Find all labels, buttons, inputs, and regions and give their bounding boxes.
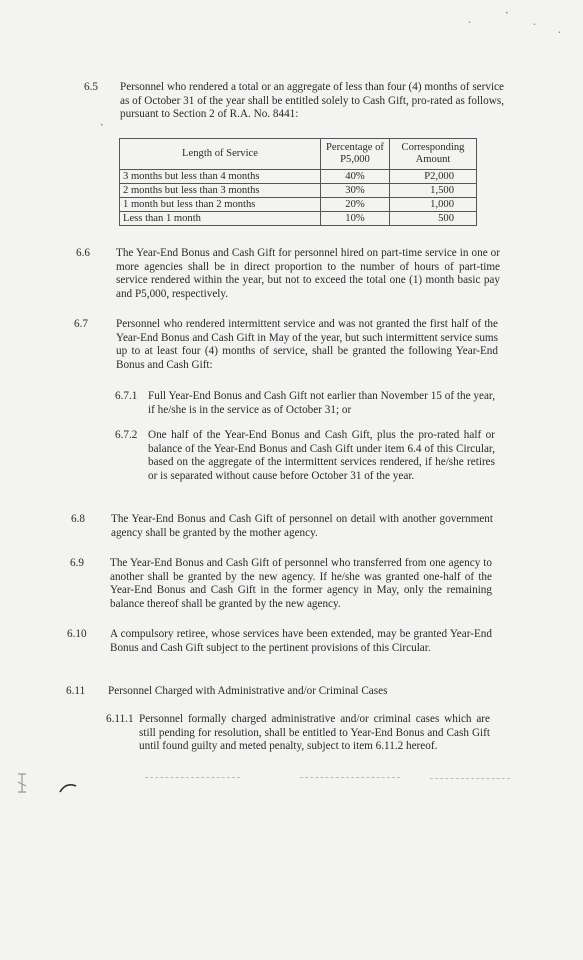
scan-mark-curve-icon	[58, 780, 80, 794]
table-cell: 2 months but less than 3 months	[120, 184, 321, 198]
table-header: Length of Service	[120, 139, 321, 170]
scan-dashed-line	[300, 777, 400, 778]
section-6-7	[74, 318, 498, 374]
section-number: 6.11.1	[106, 713, 134, 725]
scan-speck-icon: •	[533, 22, 536, 28]
service-table	[119, 138, 477, 226]
scan-speck-icon: •	[558, 30, 561, 36]
table-header: Corresponding Amount	[390, 139, 477, 170]
table-cell: 1,500	[390, 184, 477, 198]
table-cell: 1 month but less than 2 months	[120, 198, 321, 212]
table-row	[120, 212, 477, 226]
section-number: 6.5	[84, 81, 98, 93]
section-text: The Year-End Bonus and Cash Gift of personnel on detail with another government agency shall be granted by the mother agency.	[111, 513, 493, 539]
scan-speck-icon: •	[468, 20, 471, 26]
section-number: 6.7.1	[115, 390, 138, 402]
section-text: Personnel who rendered intermittent service and was not granted the first half of the Year-End Bonus and Cash Gift in May of the year, but such intermittent service sums up to at least four (4) months of service, shall be granted the following Year-End Bonus and Cash Gift:	[116, 318, 498, 371]
table-cell: 40%	[321, 170, 390, 184]
section-6-10	[67, 628, 492, 670]
section-number: 6.6	[76, 247, 90, 259]
section-6-11	[66, 685, 492, 699]
scan-dashed-line	[145, 777, 240, 778]
table-row	[120, 184, 477, 198]
section-text: The Year-End Bonus and Cash Gift of personnel who transferred from one agency to another shall be granted by the new agency. If he/she was granted one-half of the Year-End Bonus and Cash Gift in the former agency in May, only the remaining balance thereof shall be granted by the new agency.	[110, 557, 492, 610]
section-6-8	[71, 513, 493, 541]
table-row	[120, 198, 477, 212]
section-text: A compulsory retiree, whose services have been extended, may be granted Year-End Bonus and Cash Gift subject to the pertinent provisions of this Circular.	[110, 628, 492, 654]
table-cell: 10%	[321, 212, 390, 226]
table-cell: 30%	[321, 184, 390, 198]
section-text: One half of the Year-End Bonus and Cash Gift, plus the pro-rated half or balance of the Year-End Bonus and Cash Gift under item 6.4 of this Circular, based on the aggregate of the intermittent services rendered, if he/she retires or is separated without cause before October 31 of the year.	[148, 429, 495, 482]
section-6-5	[84, 81, 504, 123]
section-heading: Personnel Charged with Administrative and/or Criminal Cases	[108, 685, 388, 697]
section-number: 6.7	[74, 318, 88, 330]
section-6-9	[70, 557, 492, 613]
table-header: Percentage of P5,000	[321, 139, 390, 170]
section-6-7-1	[115, 390, 495, 418]
section-text: The Year-End Bonus and Cash Gift for personnel hired on part-time service in one or more agencies shall be in direct proportion to the number of hours of part-time service rendered within the year, but not to exceed the total one (1) month basic pay and P5,000, respectively.	[116, 247, 500, 300]
section-6-11-1	[106, 713, 490, 769]
section-text: Personnel who rendered a total or an aggregate of less than four (4) months of service as of October 31 of the year shall be entitled solely to Cash Gift, pro-rated as follows, pursuant to Section 2 of R.A. No. 8441:	[120, 81, 504, 121]
table-cell: 3 months but less than 4 months	[120, 170, 321, 184]
section-6-6	[76, 247, 500, 303]
table-header-row	[120, 139, 477, 170]
scan-mark-left-icon	[14, 770, 34, 800]
section-number: 6.11	[66, 685, 86, 697]
table-cell: Less than 1 month	[120, 212, 321, 226]
section-number: 6.7.2	[115, 429, 138, 441]
table-cell: P2,000	[390, 170, 477, 184]
section-6-7-2	[115, 429, 495, 499]
section-number: 6.9	[70, 557, 84, 569]
table-cell: 20%	[321, 198, 390, 212]
section-text: Personnel formally charged administrative and/or criminal cases which are still pending for resolution, shall be entitled to Year-End Bonus and Cash Gift until found guilty and meted penalty, subject to item 6.11.2 hereof.	[139, 713, 490, 753]
section-number: 6.8	[71, 513, 85, 525]
table-cell: 1,000	[390, 198, 477, 212]
table-row	[120, 170, 477, 184]
table-cell: 500	[390, 212, 477, 226]
section-text: Full Year-End Bonus and Cash Gift not earlier than November 15 of the year, if he/she is in the service as of October 31; or	[148, 390, 495, 416]
scan-speck-icon: •	[100, 122, 104, 129]
scan-speck-icon: •	[505, 10, 509, 17]
scan-dashed-line	[430, 778, 510, 779]
section-number: 6.10	[67, 628, 87, 640]
